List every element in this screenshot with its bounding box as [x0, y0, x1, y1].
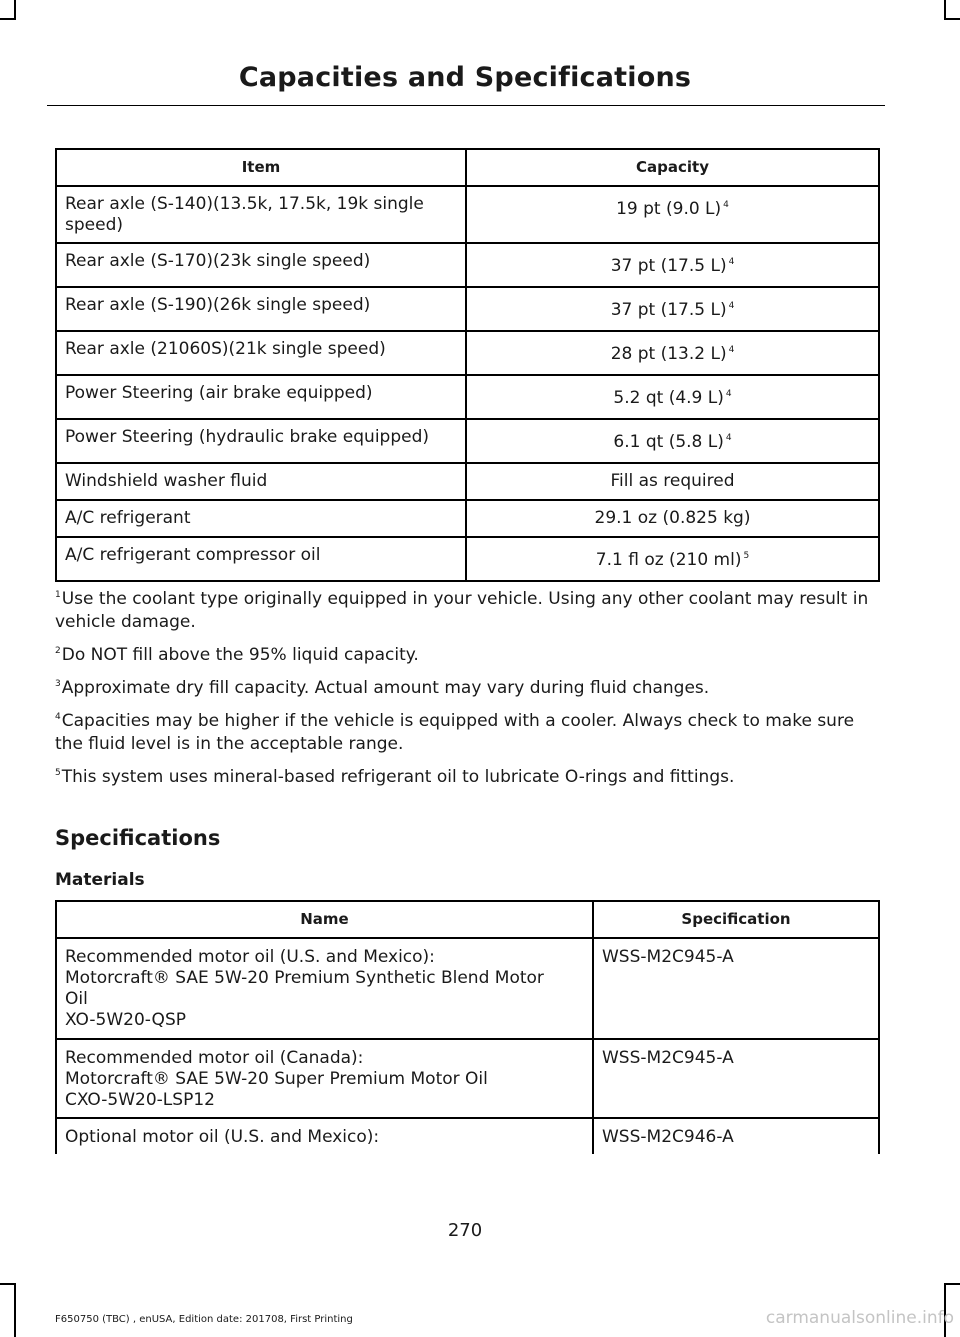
footnote-ref: 4: [725, 433, 732, 444]
column-header-name: Name: [56, 901, 593, 938]
footnote-number: 4: [55, 712, 61, 723]
capacities-table: [55, 148, 880, 582]
footnote-number: 2: [55, 646, 61, 657]
footnote-ref: 4: [723, 200, 729, 211]
crop-mark: [0, 18, 16, 20]
footnote: [55, 588, 870, 634]
footnote: [55, 677, 870, 700]
name-line: Motorcraft® SAE 5W-20 Premium Synthetic Blend Motor: [65, 968, 544, 988]
item-cell: Rear axle (S-190)(26k single speed): [56, 287, 466, 331]
table-row: [56, 1118, 879, 1154]
crop-mark: [944, 1283, 960, 1285]
name-line: Motorcraft® SAE 5W-20 Super Premium Motor Oil: [65, 1069, 488, 1089]
item-cell: Power Steering (air brake equipped): [56, 375, 466, 419]
capacity-cell: [466, 463, 879, 500]
capacity-value: 29.1 oz (0.825 kg): [594, 508, 751, 528]
footnote-ref: 4: [728, 257, 735, 268]
watermark: carmanualsonline.info: [765, 1308, 954, 1328]
crop-mark: [944, 18, 960, 20]
footnote-number: 3: [55, 679, 61, 690]
table-row: [56, 287, 879, 331]
column-header-specification: Specification: [593, 901, 879, 938]
capacity-value: 19 pt (9.0 L): [616, 199, 722, 219]
table-row: [56, 938, 879, 1039]
footnote-text: Do NOT fill above the 95% liquid capacity.: [61, 645, 419, 665]
column-header-capacity: Capacity: [466, 149, 879, 186]
page-number: 270: [447, 1220, 483, 1241]
name-cell: [56, 938, 593, 1039]
capacity-cell: [466, 287, 879, 331]
crop-mark: [14, 1283, 16, 1337]
capacity-value: 28 pt (13.2 L): [610, 344, 727, 364]
item-cell: Rear axle (S-140)(13.5k, 17.5k, 19k single speed): [56, 186, 466, 243]
footnote-text: Use the coolant type originally equipped in your vehicle. Using any other coolant may result in vehicle damage.: [55, 589, 869, 632]
item-cell: Windshield washer fluid: [56, 463, 466, 500]
table-header-row: [56, 901, 879, 938]
item-cell: Rear axle (S-170)(23k single speed): [56, 243, 466, 287]
footnote-text: Capacities may be higher if the vehicle is equipped with a cooler. Always check to make sure the fluid level is in the acceptable range.: [55, 711, 855, 754]
table-row: [56, 375, 879, 419]
capacity-cell: [466, 419, 879, 463]
name-line: Optional motor oil (U.S. and Mexico):: [65, 1127, 380, 1147]
name-cell: [56, 1118, 593, 1154]
capacity-value: 7.1 fl oz (210 ml): [595, 550, 742, 570]
footnote: [55, 710, 870, 756]
table-row: [56, 331, 879, 375]
footnote-ref: 4: [725, 389, 732, 400]
footnote: [55, 766, 870, 789]
edition-info: F650750 (TBC) , enUSA, Edition date: 201708, First Printing: [55, 1314, 353, 1325]
footnote-ref: 4: [728, 301, 735, 312]
item-cell: A/C refrigerant: [56, 500, 466, 537]
capacity-cell: [466, 537, 879, 581]
page-title: Capacities and Specifications: [238, 62, 692, 93]
footnote-ref: 5: [743, 551, 750, 562]
spec-cell: WSS-M2C945-A: [593, 938, 879, 1039]
table-header-row: [56, 149, 879, 186]
column-header-item: Item: [56, 149, 466, 186]
footnote-number: 5: [55, 768, 61, 779]
item-cell: Power Steering (hydraulic brake equipped): [56, 419, 466, 463]
footnote-text: Approximate dry fill capacity. Actual amount may vary during fluid changes.: [61, 678, 710, 698]
crop-mark: [14, 0, 16, 18]
capacity-value: 37 pt (17.5 L): [610, 300, 727, 320]
name-cell: [56, 1039, 593, 1118]
capacity-cell: [466, 243, 879, 287]
table-row: [56, 243, 879, 287]
capacity-value: Fill as required: [610, 471, 735, 491]
title-divider: [47, 105, 885, 106]
section-heading: Specifications: [55, 826, 221, 850]
footnotes: [55, 588, 870, 799]
name-line: CXO-5W20-LSP12: [65, 1090, 215, 1110]
table-row: [56, 500, 879, 537]
name-line: Recommended motor oil (U.S. and Mexico):: [65, 947, 435, 967]
footnote-number: 1: [55, 590, 61, 601]
table-row: [56, 537, 879, 581]
table-row: [56, 186, 879, 243]
table-row: [56, 419, 879, 463]
materials-table: [55, 900, 880, 1154]
subsection-heading: Materials: [55, 870, 145, 890]
capacity-cell: [466, 500, 879, 537]
crop-mark: [0, 1283, 16, 1285]
crop-mark: [944, 0, 946, 18]
spec-cell: WSS-M2C945-A: [593, 1039, 879, 1118]
name-line: Oil: [65, 989, 88, 1009]
table-row: [56, 1039, 879, 1118]
table-row: [56, 463, 879, 500]
capacity-value: 6.1 qt (5.8 L): [613, 432, 724, 452]
item-cell: A/C refrigerant compressor oil: [56, 537, 466, 581]
name-line: Recommended motor oil (Canada):: [65, 1048, 364, 1068]
capacity-cell: [466, 375, 879, 419]
footnote-text: This system uses mineral-based refrigerant oil to lubricate O-rings and fittings.: [61, 767, 735, 787]
item-cell: Rear axle (21060S)(21k single speed): [56, 331, 466, 375]
name-line: XO-5W20-QSP: [65, 1010, 186, 1030]
capacity-cell: [466, 186, 879, 243]
footnote: [55, 644, 870, 667]
footnote-ref: 4: [728, 345, 735, 356]
capacity-cell: [466, 331, 879, 375]
capacity-value: 37 pt (17.5 L): [610, 256, 727, 276]
spec-cell: WSS-M2C946-A: [593, 1118, 879, 1154]
capacity-value: 5.2 qt (4.9 L): [613, 388, 724, 408]
